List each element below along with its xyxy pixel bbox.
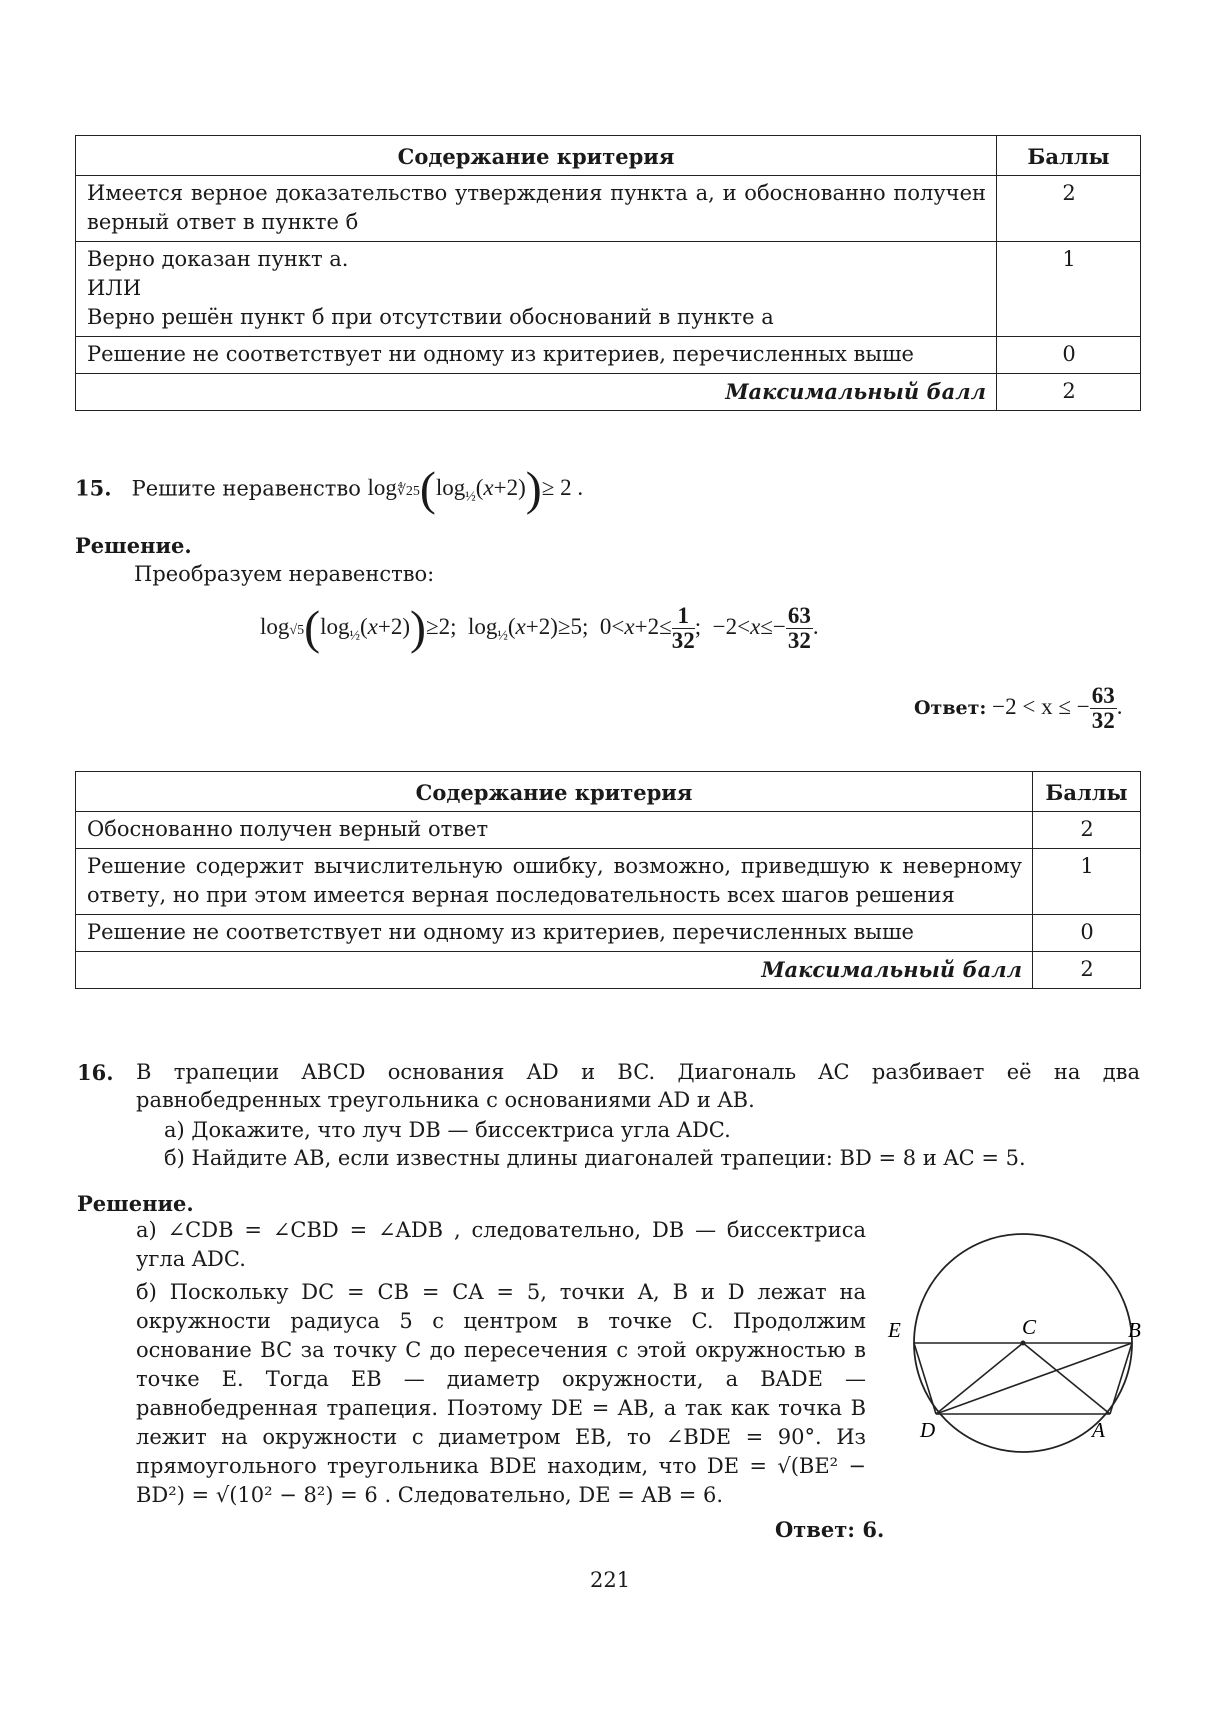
criterion-score: 0 xyxy=(997,337,1141,374)
transformation-chain: $\log√5(\log_{\frac{1}{2}}(x+2))\ge 2$; $\log_{\frac{1}{2}}(x+2)\ge 5$; 0<x+2≤ $\frac{1}{32}$ ; −2<x≤− $\frac{63}{32}$ . xyxy=(260,601,819,655)
problem-inequality: $\log∜25(\log_{\frac{1}{2}}(x+2))\ge 2$ . xyxy=(367,463,584,516)
criterion-line: Верно решён пункт б при отсутствии обоснований в пункте а xyxy=(87,305,774,329)
problem-prompt: Решите неравенство xyxy=(131,476,361,501)
table-header xyxy=(76,772,1141,812)
criterion-line: Верно доказан пункт а. xyxy=(87,247,349,271)
table-row xyxy=(76,812,1141,849)
solution-part-b: б) Поскольку DC = CB = CA = 5, точки A, B и D лежат на окружности радиуса 5 с центром в точке C. Продолжим основание BC за точку C до пересечения с этой окружностью в точке E. Тогда EB — диаметр окружности, а BADE — равнобедренная трапеция. Поэтому DE = AB, а так как точка B лежит на окружности с диаметром EB, то ∠BDE = 90°. Из прямоугольного треугольника BDE находим, что DE = √(BE² − BD²) = √(10² − 8²) = 6 . Следовательно, DE = AB = 6. xyxy=(136,1280,866,1507)
label-B: B xyxy=(1128,1318,1141,1342)
label-C: C xyxy=(1022,1315,1037,1339)
criterion-text: Решение не соответствует ни одному из критериев, перечисленных выше xyxy=(76,915,1033,952)
header-criterion: Содержание критерия xyxy=(76,772,1033,812)
table-row xyxy=(76,176,1141,242)
problem-16-statement: В трапеции ABCD основания AD и BC. Диагональ AC разбивает её на два равнобедренных треугольника с основаниями AD и AB. xyxy=(136,1060,1140,1112)
page-number: 221 xyxy=(590,1568,631,1592)
table-row-max xyxy=(76,374,1141,411)
criterion-text: Решение не соответствует ни одному из критериев, перечисленных выше xyxy=(76,337,997,374)
solution-label: Решение. xyxy=(75,533,192,558)
criterion-text: Решение содержит вычислительную ошибку, возможно, приведшую к неверному ответу, но при этом имеется верная последовательность всех шагов решения xyxy=(76,849,1033,915)
table-header xyxy=(76,136,1141,176)
problem-number: 16. xyxy=(77,1060,114,1085)
problem-16-part-b: б) Найдите AB, если известны длины диагоналей трапеции: BD = 8 и AC = 5. xyxy=(164,1146,1026,1170)
answer-16: Ответ: 6. xyxy=(775,1517,885,1542)
geometry-figure xyxy=(880,1230,1150,1460)
label-D: D xyxy=(920,1418,936,1442)
header-score: Баллы xyxy=(1033,772,1141,812)
criteria-table-2 xyxy=(75,771,1141,989)
header-criterion: Содержание критерия xyxy=(76,136,997,176)
transform-text: Преобразуем неравенство: xyxy=(134,562,435,586)
problem-number: 15. xyxy=(75,475,112,501)
criterion-score: 1 xyxy=(997,242,1141,337)
table-row xyxy=(76,915,1141,952)
table-row xyxy=(76,849,1141,915)
inequality-tail: ≥ 2 . xyxy=(541,475,584,501)
criterion-score: 0 xyxy=(1033,915,1141,952)
segment-ED xyxy=(914,1343,936,1414)
table-row xyxy=(76,337,1141,374)
max-score-label: Максимальный балл xyxy=(76,374,997,411)
answer-den: 32 xyxy=(1091,708,1115,733)
problem-15-statement xyxy=(75,463,584,516)
max-score-value: 2 xyxy=(1033,952,1141,989)
criterion-text: Имеется верное доказательство утверждения пункта а, и обоснованно получен верный ответ в пункте б xyxy=(76,176,997,242)
header-score: Баллы xyxy=(997,136,1141,176)
answer-expr: −2 < x ≤ − xyxy=(992,693,1090,719)
answer-15: Ответ: −2 < x ≤ − $\frac{63}{32}$ . xyxy=(914,683,1123,733)
segment-DC xyxy=(936,1343,1023,1414)
criteria-table-1 xyxy=(75,135,1141,411)
segment-BA xyxy=(1110,1343,1132,1414)
point-C-dot xyxy=(1021,1341,1026,1346)
solution-part-a: а) ∠CDB = ∠CBD = ∠ADB , следовательно, DB — биссектриса угла ADC. xyxy=(136,1218,866,1271)
criterion-score: 2 xyxy=(1033,812,1141,849)
criterion-score: 2 xyxy=(997,176,1141,242)
answer-num: 63 xyxy=(1091,683,1115,708)
label-A: A xyxy=(1092,1418,1105,1442)
max-score-value: 2 xyxy=(997,374,1141,411)
problem-16-part-a: а) Докажите, что луч DB — биссектриса угла ADC. xyxy=(164,1118,731,1142)
segment-DB xyxy=(936,1343,1132,1414)
table-row-max xyxy=(76,952,1141,989)
label-E: E xyxy=(888,1318,901,1342)
criterion-line: ИЛИ xyxy=(87,276,142,300)
table-row xyxy=(76,242,1141,337)
criterion-text: Обоснованно получен верный ответ xyxy=(76,812,1033,849)
max-score-label: Максимальный балл xyxy=(76,952,1033,989)
criterion-text xyxy=(76,242,997,337)
solution-label: Решение. xyxy=(77,1191,194,1216)
answer-label: Ответ: xyxy=(914,696,987,719)
criterion-score: 1 xyxy=(1033,849,1141,915)
